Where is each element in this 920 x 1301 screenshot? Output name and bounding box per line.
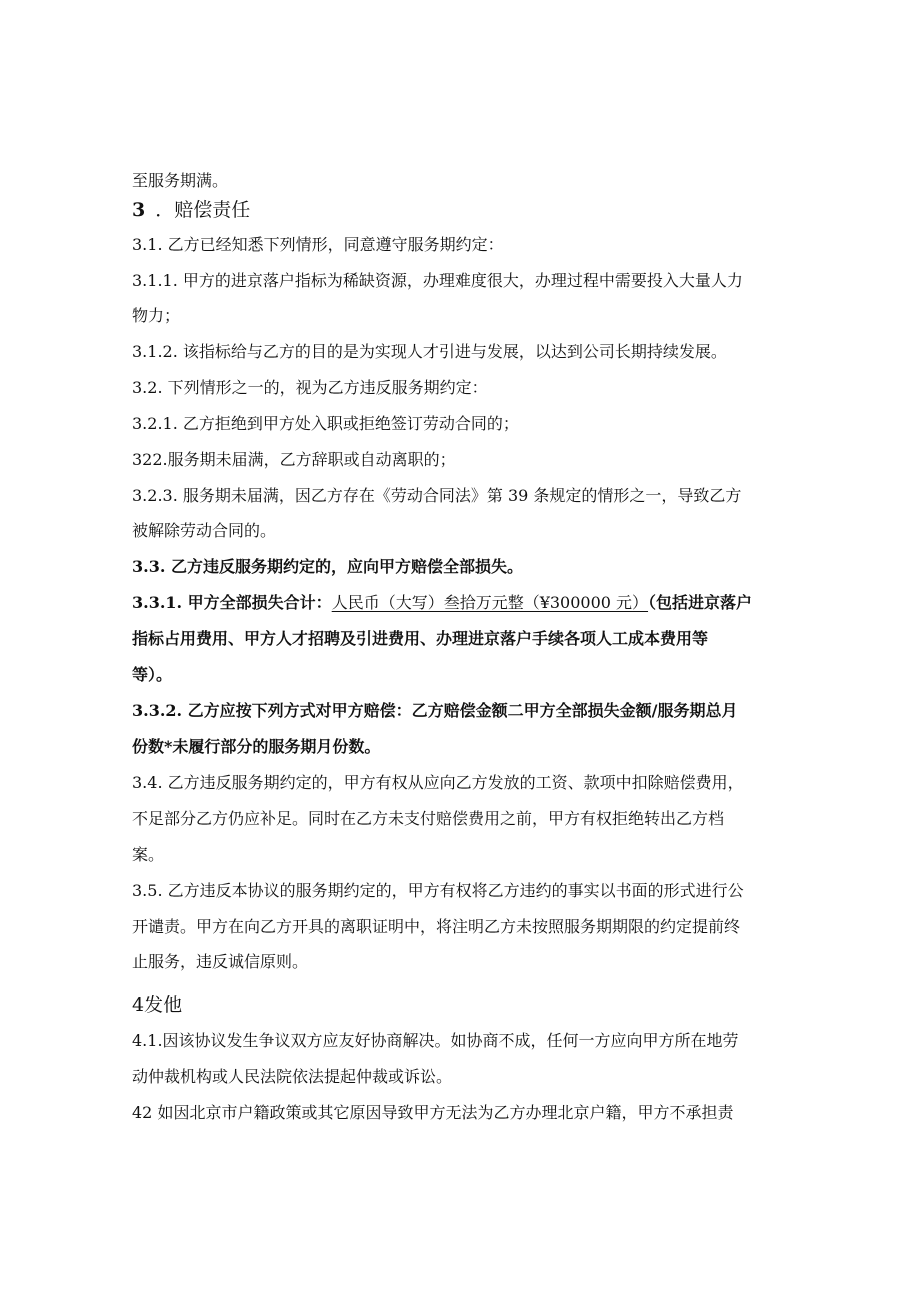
section-number: 3 bbox=[132, 199, 146, 221]
clause-4-1: 4.1.因该协议发生争议双方应友好协商解决。如协商不成，任何一方应向甲方所在地劳 bbox=[132, 1031, 739, 1050]
clause-4-2: 42 如因北京市户籍政策或其它原因导致甲方无法为乙方办理北京户籍，甲方不承担责 bbox=[132, 1103, 734, 1122]
clause-3-2-3-cont: 被解除劳动合同的。 bbox=[132, 521, 277, 540]
clause-3-3-2: 3.3.2. 乙方应按下列方式对甲方赔偿：乙方赔偿金额二甲方全部损失金额/服务期总月 bbox=[132, 701, 738, 720]
section-heading-4: 4发他 bbox=[132, 994, 183, 1016]
clause-3-1-1-cont: 物力； bbox=[132, 306, 181, 325]
clause-3-3-1-cont: 指标占用费用、甲方人才招聘及引进费用、办理进京落户手续各项人工成本费用等 bbox=[132, 629, 709, 648]
clause-3-3-1-note: （包括进京落户 bbox=[648, 593, 753, 612]
clause-3-1-2: 3.1.2. 该指标给与乙方的目的是为实现人才引进与发展，以达到公司长期持续发展。 bbox=[132, 342, 727, 361]
clause-3-5-cont: 开谴责。甲方在向乙方开具的离职证明中，将注明乙方未按照服务期期限的约定提前终 bbox=[132, 917, 741, 936]
clause-3-2-2: 322.服务期未届满，乙方辞职或自动离职的； bbox=[132, 450, 456, 469]
clause-4-1-cont: 动仲裁机构或人民法院依法提起仲裁或诉讼。 bbox=[132, 1067, 453, 1086]
clause-3-3: 3.3. 乙方违反服务期约定的，应向甲方赔偿全部损失。 bbox=[132, 557, 523, 576]
section-heading-3 bbox=[132, 198, 250, 222]
clause-3-4-cont: 不足部分乙方仍应补足。同时在乙方未支付赔偿费用之前，甲方有权拒绝转出乙方档 bbox=[132, 809, 725, 828]
clause-3-4: 3.4. 乙方违反服务期约定的，甲方有权从应向乙方发放的工资、款项中扣除赔偿费用， bbox=[132, 773, 744, 792]
clause-3-3-1 bbox=[132, 593, 752, 613]
loss-amount: 人民币（大写）叁拾万元整（¥300000 元） bbox=[331, 593, 649, 612]
clause-3-1-1: 3.1.1. 甲方的进京落户指标为稀缺资源，办理难度很大，办理过程中需要投入大量人力 bbox=[132, 271, 743, 290]
clause-3-5: 3.5. 乙方违反本协议的服务期约定的，甲方有权将乙方违约的事实以书面的形式进行公 bbox=[132, 881, 744, 900]
clause-3-4-end: 案。 bbox=[132, 845, 165, 864]
clause-3-5-end: 止服务，违反诚信原则。 bbox=[132, 952, 309, 971]
clause-3-2-3: 3.2.3. 服务期未届满，因乙方存在《劳动合同法》第 39 条规定的情形之一，导致乙方 bbox=[132, 486, 742, 505]
clause-3-3-1-label: 3.3.1. 甲方全部损失合计： bbox=[132, 593, 332, 612]
text-line: 至服务期满。 bbox=[132, 171, 229, 190]
clause-3-1: 3.1. 乙方已经知悉下列情形，同意遵守服务期约定： bbox=[132, 235, 504, 254]
clause-3-3-2-cont: 份数*未履行部分的服务期月份数。 bbox=[132, 737, 381, 756]
clause-3-2: 3.2. 下列情形之一的，视为乙方违反服务期约定： bbox=[132, 378, 488, 397]
section-title: ．赔偿责任 bbox=[155, 199, 251, 221]
clause-3-3-1-end: 等）。 bbox=[132, 665, 173, 684]
clause-3-2-1: 3.2.1. 乙方拒绝到甲方处入职或拒绝签订劳动合同的； bbox=[132, 414, 519, 433]
